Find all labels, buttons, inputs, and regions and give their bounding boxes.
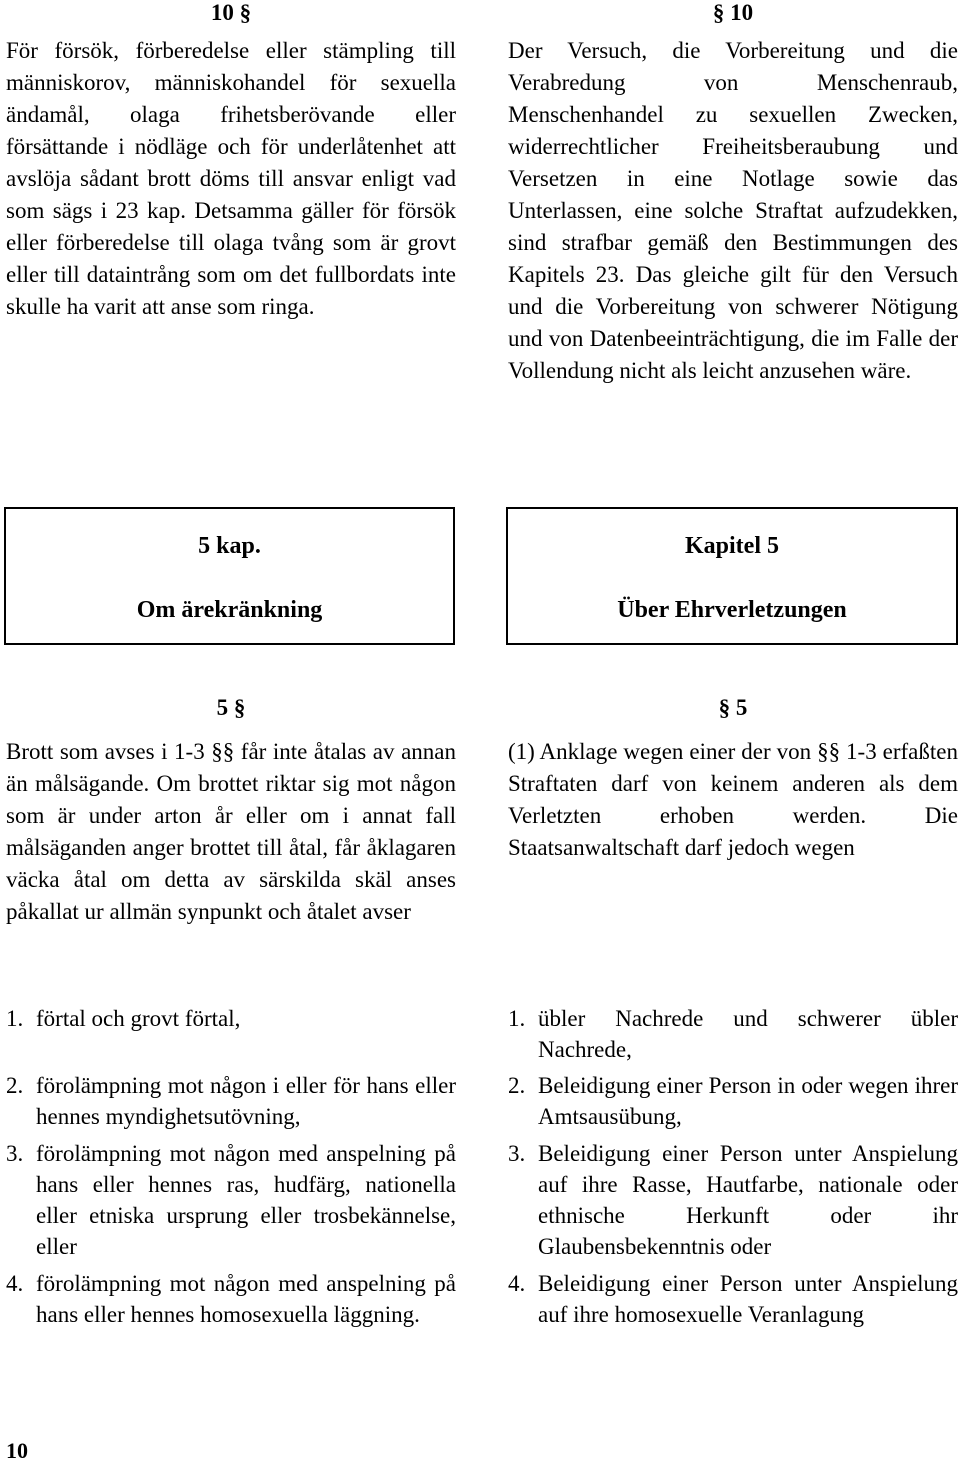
section-text: För försök, förberedelse eller stämpling till människorov, människohandel för sexuella ändamål, olaga frihetsberövande eller försättande i nödläge och för underlåtenhet att avslöja sådant brott döms till ansvar enligt vad som sägs i 23 kap. Detsamma gäller för försök eller förberedelse till olaga tvång som är grovt eller till dataintrång som om det fullbordats inte skulle ha varit att anse som ringa. <box>6 38 456 319</box>
section-heading: 5 § <box>216 695 246 720</box>
chapter-title: Om ärekränkning <box>136 597 323 623</box>
list-item-text: förolämpning mot någon med anspelning på hans eller hennes homosexuella läggning. <box>36 1271 456 1327</box>
section-10-german <box>508 0 958 387</box>
section-heading: § 5 <box>718 695 748 720</box>
list-item <box>508 1003 958 1065</box>
list-item-number: 4. <box>508 1271 526 1296</box>
list-item-text: förtal och grovt förtal, <box>36 1006 241 1031</box>
list-item-number: 3. <box>508 1141 526 1166</box>
list-item-text: Beleidigung einer Person in oder wegen ihrer Amtsausübung, <box>538 1073 958 1129</box>
chapter-box-swedish <box>4 507 455 645</box>
section-10-swedish <box>6 0 456 323</box>
list-item-number: 3. <box>6 1141 24 1166</box>
section-heading: 10 § <box>210 0 252 25</box>
list-item <box>6 1138 456 1262</box>
list-item-number: 4. <box>6 1271 24 1296</box>
list-item-text: Beleidigung einer Person unter Anspielung auf ihre homosexuelle Veranlagung <box>538 1271 958 1327</box>
list-item <box>6 1003 456 1034</box>
chapter-title: Über Ehrverletzungen <box>617 597 847 623</box>
section-5-german <box>508 695 958 864</box>
section-intro: (1) Anklage wegen einer der von §§ 1-3 erfaßten Straftaten darf von keinem anderen als dem Verletzten erhoben werden. Die Staatsanwaltschaft darf jedoch wegen <box>508 739 958 860</box>
list-item-text: förolämpning mot någon i eller för hans eller hennes myndighetsutövning, <box>36 1073 456 1129</box>
page-number: 10 <box>6 1438 28 1463</box>
list-item-number: 2. <box>508 1073 526 1098</box>
section-intro: Brott som avses i 1-3 §§ får inte åtalas av annan än målsägande. Om brottet riktar sig mot någon som är under arton år eller om i annat fall målsäganden anger brottet till åtal, får åklagaren väcka åtal om detta av särskilda skäl anses påkallat ur allmän synpunkt och åtalet avser <box>6 739 456 924</box>
list-item-number: 2. <box>6 1073 24 1098</box>
list-item-number: 1. <box>6 1006 24 1031</box>
list-item-text: Beleidigung einer Person unter Anspielung auf ihre Rasse, Hautfarbe, nationale oder ethnische Herkunft oder ihr Glaubensbekenntnis oder <box>538 1141 958 1259</box>
section-5-swedish <box>6 695 456 928</box>
list-item <box>508 1138 958 1262</box>
section-heading: § 10 <box>712 0 754 25</box>
list-item <box>508 1070 958 1132</box>
list-item-number: 1. <box>508 1006 526 1031</box>
list-item <box>6 1070 456 1132</box>
list-item-text: übler Nachrede und schwerer übler Nachrede, <box>538 1006 958 1062</box>
chapter-number: 5 kap. <box>198 533 261 559</box>
section-text: Der Versuch, die Vorbereitung und die Verabredung von Menschenraub, Menschenhandel zu sexuellen Zwecken, widerrechtlicher Freiheitsberaubung und Versetzen in eine Notlage sowie das Unterlassen, eine solche Straftat aufzudekken, sind strafbar gemäß den Bestimmungen des Kapitels 23. Das gleiche gilt für den Versuch und die Vorbereitung von schwerer Nötigung und von Datenbeeinträchtigung, die im Falle der Vollendung nicht als leicht anzusehen wäre. <box>508 38 958 383</box>
chapter-box-german <box>506 507 958 645</box>
list-item <box>508 1268 958 1330</box>
list-item-text: förolämpning mot någon med anspelning på hans eller hennes ras, hudfärg, nationella eller etniska ursprung eller trosbekännelse, eller <box>36 1141 456 1259</box>
chapter-number: Kapitel 5 <box>685 533 779 559</box>
list-item <box>6 1268 456 1330</box>
